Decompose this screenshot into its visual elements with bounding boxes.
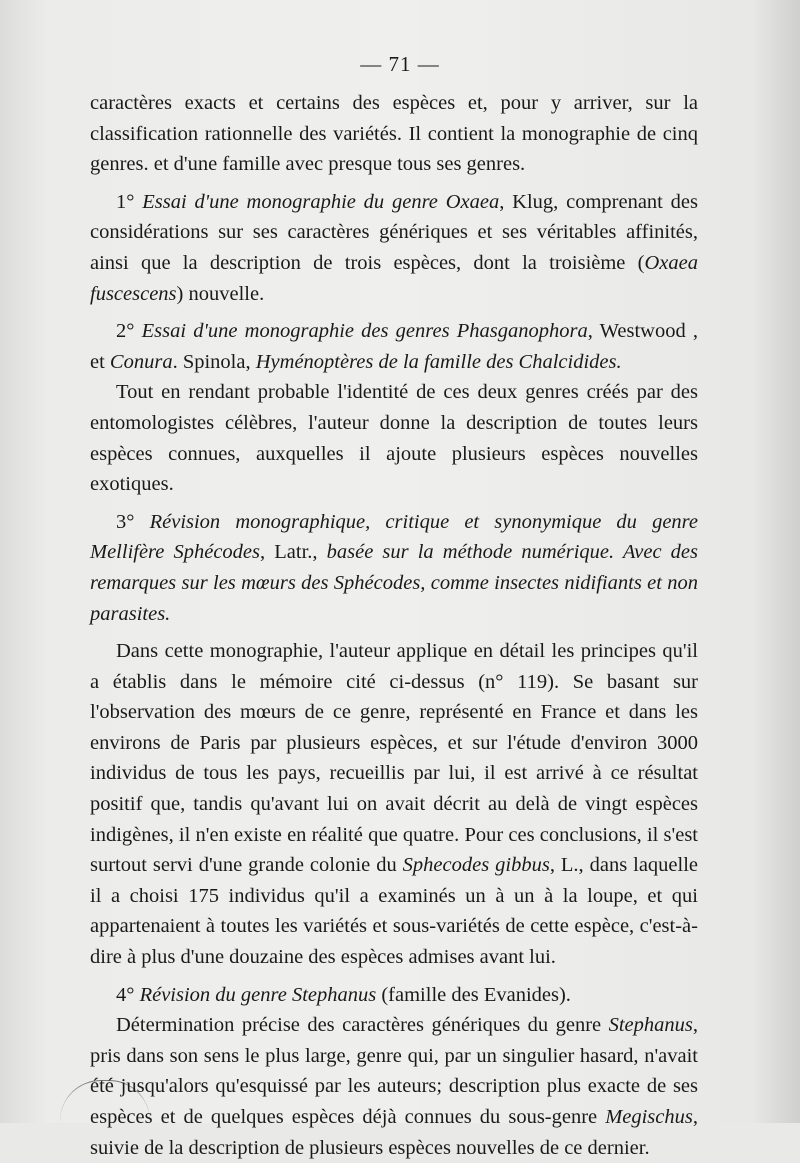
text-run: Dans cette monographie, l'auteur applique en détail les principes qu'il a établis dans le mémoire cité ci-dessus (n° 119). Se basant sur l'observation des mœurs de ce genre, représenté en France et dans les environs de Paris par plusieurs espèces, et sur l'étude d'environ 3000 individus de tous les pays, recueillis par lui, il est arrivé à ce résultat positif que, tandis qu'avant lui on avait décrit au delà de vingt espèces indigènes, il n'en existe en réalité que quatre. Pour ces conclusions, il s'est surtout servi d'une grande colonie du [90, 640, 698, 877]
text-run: 2° [116, 320, 142, 343]
text-run: caractères exacts et certains des espèces et, pour y arriver, sur la classification rationnelle des variétés. Il contient la monographie de cinq genres. et d'une famille avec presque tous ses genres. [90, 92, 698, 176]
text-run: , L., dans laquelle il a choisi 175 individus qu'il a examinés un à un à la loupe, et qui appartenaient à toutes les variétés et sous-variétés de cette espèce, c'est-à-dire à plus d'une douzaine des espèces admises avant lui. [90, 854, 699, 969]
italic-text: Essai d'une monographie des genres Phasganophora [141, 320, 588, 343]
italic-text: Hyménoptères de la famille des Chalcidides. [255, 350, 622, 373]
text-run: ) nouvelle. [176, 282, 265, 305]
text-run: , Klug, comprenant des considérations sur ses caractères génériques et ses véritables affinités, ainsi que la description de trois espèces, dont la troisième ( [90, 190, 699, 274]
italic-text: Révision monographique, critique et synonymique du genre Mellifère Sphécodes [90, 510, 698, 564]
paragraph [90, 187, 698, 309]
paragraph [90, 88, 698, 180]
italic-text: Oxaea fuscescens [90, 251, 698, 305]
text-run: . Spinola, [172, 350, 256, 373]
text-run: , pris dans son sens le plus large, genre qui, par un singulier hasard, n'avait été jusqu'alors qu'esquissé par les auteurs; description plus exacte de ses espèces et de quelques espèces déjà connues du sous-genre [90, 1014, 698, 1128]
paragraph [90, 980, 698, 1011]
text-run: 1° [116, 190, 143, 213]
body-text [90, 88, 698, 1163]
paragraph [90, 1010, 698, 1163]
paragraph [90, 316, 698, 377]
text-run: , suivie de la description de plusieurs espèces nouvelles de ce dernier. [90, 1106, 698, 1159]
italic-text: Sphecodes gibbus [402, 854, 550, 877]
text-run: Détermination précise des caractères génériques du genre [116, 1014, 609, 1037]
text-run: 3° [116, 510, 150, 533]
paragraph [90, 636, 698, 973]
text-run: , Latr., [260, 541, 327, 564]
italic-text: Conura [109, 350, 173, 373]
italic-text: basée sur la méthode numérique. Avec des remarques sur les mœurs des Sphécodes, comme insectes nidifiants et non parasites. [90, 541, 698, 625]
italic-text: Megischus [605, 1106, 693, 1128]
text-run: , Westwood , et [90, 320, 699, 373]
italic-text: Essai d'une monographie du genre Oxaea [142, 190, 500, 213]
page-number: — 71 — [360, 52, 440, 76]
text-run: (famille des Evanides). [376, 983, 571, 1006]
paragraph [90, 377, 698, 499]
text-run: 4° [116, 983, 140, 1006]
paragraph [90, 507, 698, 629]
text-run: Tout en rendant probable l'identité de ces deux genres créés par des entomologistes célèbres, l'auteur donne la description de toutes leurs espèces connues, auxquelles il ajoute plusieurs espèces nouvelles exotiques. [90, 381, 698, 496]
italic-text: Révision du genre Stephanus [139, 983, 377, 1006]
italic-text: Stephanus [608, 1014, 693, 1037]
